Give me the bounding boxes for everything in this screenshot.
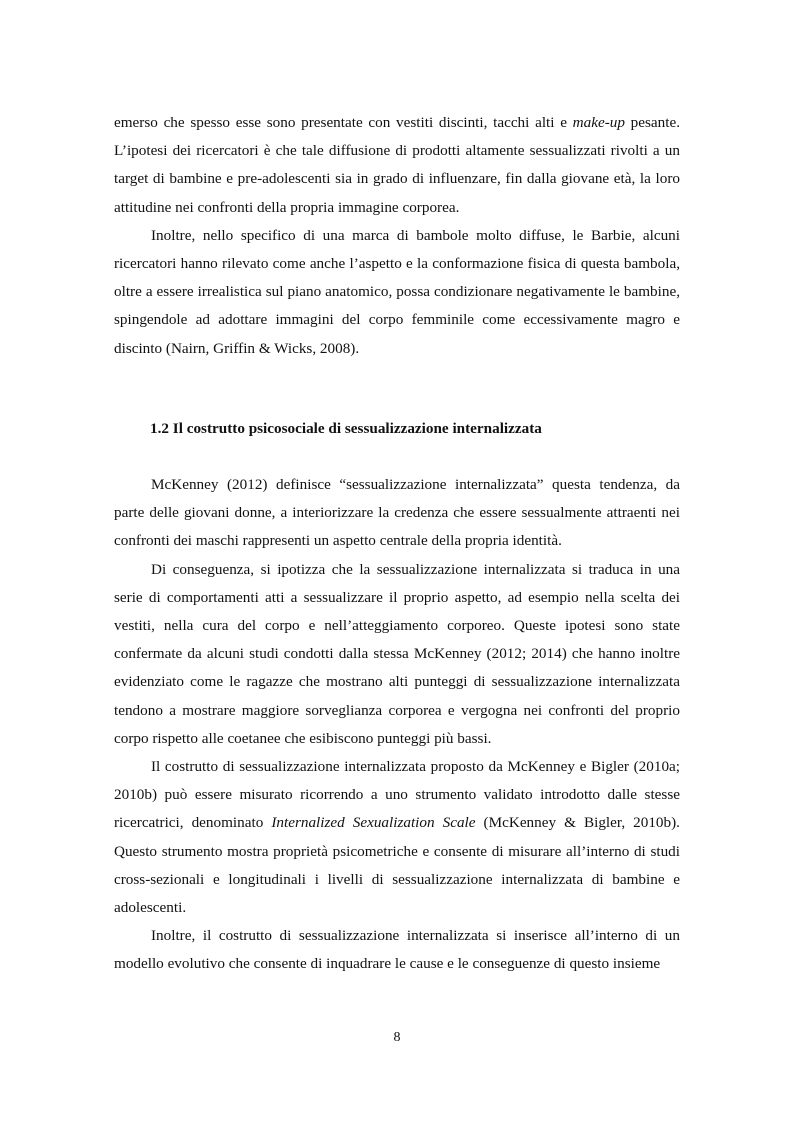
page-body xyxy=(114,109,680,979)
paragraph-5-emphasis: Internalized Sexualization Scale xyxy=(271,814,476,832)
paragraph-5-text-b: (McKenney & Bigler, 2010b). Questo strumento mostra proprietà psicometriche e consente di misurare all’interno di studi cross-sezionali e longitudinali i livelli di sessualizzazione internalizzata di bambine e adolescenti. xyxy=(114,814,680,917)
paragraph-2: Inoltre, nello specifico di una marca di bambole molto diffuse, le Barbie, alcuni ricercatori hanno rilevato come anche l’aspetto e la conformazione fisica di questa bambola, oltre a essere irrealistica sul piano anatomico, possa condizionare negativamente le bambine, spingendole ad adottare immagini del corpo femminile come eccessivamente magro e discinto (Nairn, Griffin & Wicks, 2008). xyxy=(114,226,680,357)
paragraph-5-text-a: Il costrutto di sessualizzazione internalizzata proposto da McKenney e Bigler (2010a; 2010b) può essere misurato ricorrendo a uno strumento validato introdotto dalle stesse ricercatrici, denominato xyxy=(114,758,680,832)
section-heading: 1.2 Il costrutto psicosociale di sessualizzazione internalizzata xyxy=(150,419,542,437)
paragraph-1-text-b: pesante. L’ipotesi dei ricercatori è che tale diffusione di prodotti altamente sessualizzati rivolti a un target di bambine e pre-adolescenti sia in grado di influenzare, fin dalla giovane età, la loro attitudine nei confronti della propria immagine corporea. xyxy=(114,114,681,216)
paragraph-3: McKenney (2012) definisce “sessualizzazione internalizzata” questa tendenza, da parte delle giovani donne, a interiorizzare la credenza che essere sessualmente attraenti nei confronti dei maschi rappresenti un aspetto centrale della propria identità. xyxy=(114,476,680,550)
paragraph-4: Di conseguenza, si ipotizza che la sessualizzazione internalizzata si traduca in una serie di comportamenti atti a sessualizzare il proprio aspetto, ad esempio nella scelta dei vestiti, nella cura del corpo e nell’atteggiamento corporeo. Queste ipotesi sono state confermate da alcuni studi condotti dalla stessa McKenney (2012; 2014) che hanno inoltre evidenziato come le ragazze che mostrano alti punteggi di sessualizzazione internalizzata tendono a mostrare maggiore sorveglianza corporea e vergogna nei confronti del proprio corpo rispetto alle coetanee che esibiscono punteggi più bassi. xyxy=(114,560,680,747)
paragraph-5 xyxy=(114,753,680,922)
paragraph-1 xyxy=(114,109,680,222)
paragraph-6: Inoltre, il costrutto di sessualizzazione internalizzata si inserisce all’interno di un modello evolutivo che consente di inquadrare le cause e le conseguenze di questo insieme xyxy=(114,927,680,973)
paragraph-1-emphasis: make-up xyxy=(572,114,625,131)
page-number: 8 xyxy=(393,1030,401,1045)
paragraph-1-text-a: emerso che spesso esse sono presentate con vestiti discinti, tacchi alti e xyxy=(114,114,573,131)
